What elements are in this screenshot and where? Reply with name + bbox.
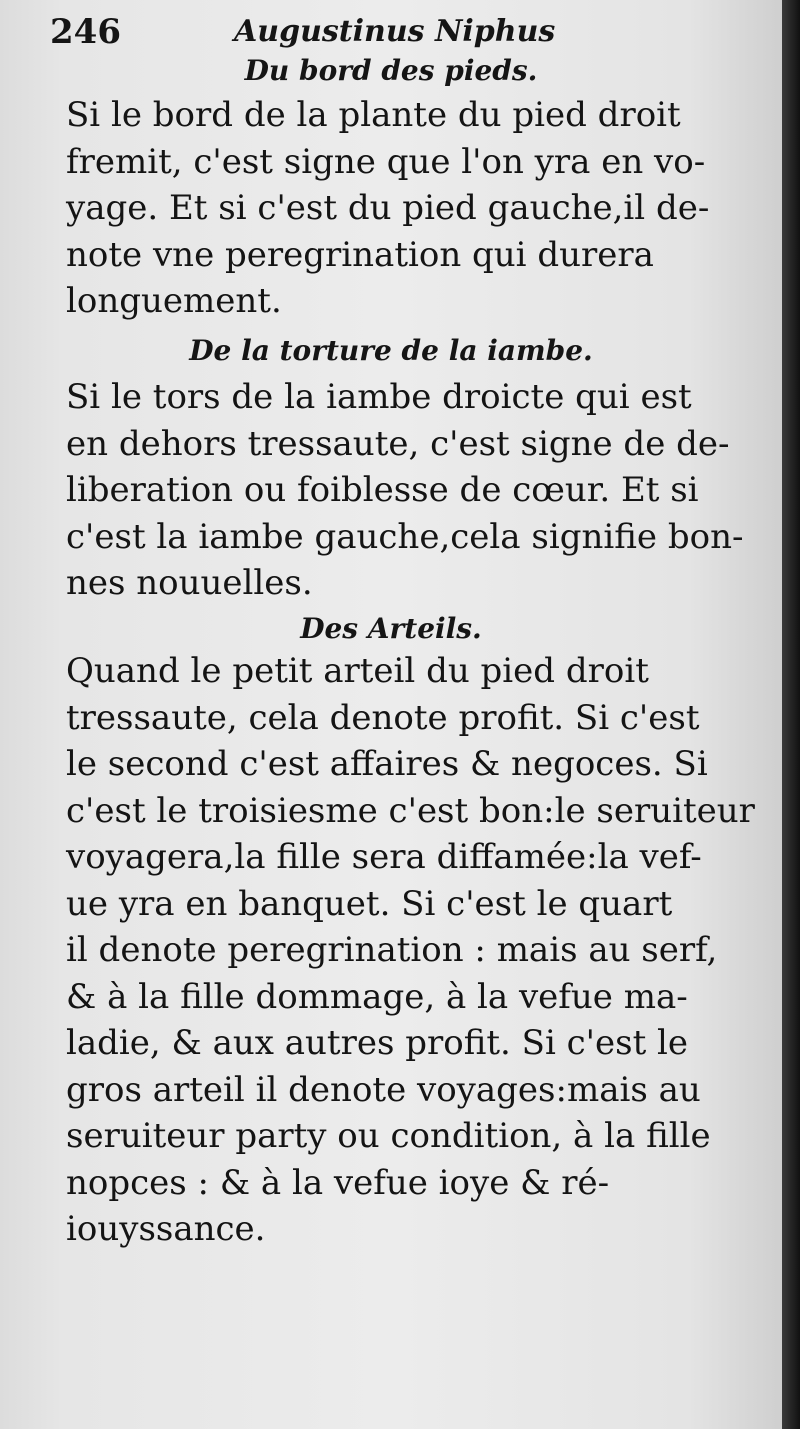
text-line: il denote peregrination : mais au serf,: [66, 930, 718, 970]
text-line: nes nouuelles.: [66, 563, 313, 603]
running-title: Augustinus Niphus: [234, 14, 556, 49]
paragraph-toes: [66, 648, 756, 1253]
text-line: longuement.: [66, 281, 282, 321]
text-line: fremit, c'est signe que l'on yra en vo-: [66, 141, 706, 182]
paragraph-leg-twist: [66, 374, 756, 607]
text-line: note vne peregrination qui durera: [66, 234, 654, 275]
text-line: gros arteil il denote voyages:mais au: [66, 1069, 701, 1110]
book-gutter-shadow: [782, 0, 800, 1429]
text-line: le second c'est affaires & negoces. Si: [66, 744, 708, 784]
text-line: liberation ou foiblesse de cœur. Et si: [66, 470, 699, 510]
text-line: c'est le troisiesme c'est bon:le seruiteur: [66, 790, 755, 831]
text-line: seruiteur party ou condition, à la fille: [66, 1116, 711, 1156]
text-line: ladie, & aux autres profit. Si c'est le: [66, 1023, 689, 1063]
section-heading-feet-edge: Du bord des pieds.: [244, 54, 538, 87]
text-line: en dehors tressaute, c'est signe de de-: [66, 423, 730, 464]
paragraph-feet-edge: [66, 92, 756, 325]
text-line: iouyssance.: [66, 1209, 266, 1249]
page-header: [44, 12, 744, 52]
text-line: & à la fille dommage, à la vefue ma-: [66, 976, 688, 1017]
text-line: tressaute, cela denote profit. Si c'est: [66, 697, 700, 738]
section-heading-leg-twist: De la torture de la iambe.: [189, 334, 593, 367]
text-line: nopces : & à la vefue ioye & ré-: [66, 1162, 610, 1203]
section-heading-toes: Des Arteils.: [300, 612, 482, 645]
text-line: voyagera,la fille sera diffamée:la vef-: [66, 837, 702, 877]
page-number: 246: [50, 12, 121, 52]
text-line: Quand le petit arteil du pied droit: [66, 651, 649, 691]
text-line: Si le tors de la iambe droicte qui est: [66, 377, 692, 417]
text-line: Si le bord de la plante du pied droit: [66, 95, 681, 135]
text-line: ue yra en banquet. Si c'est le quart: [66, 883, 673, 924]
text-line: yage. Et si c'est du pied gauche,il de-: [66, 188, 710, 228]
text-line: c'est la iambe gauche,cela signifie bon-: [66, 516, 744, 557]
